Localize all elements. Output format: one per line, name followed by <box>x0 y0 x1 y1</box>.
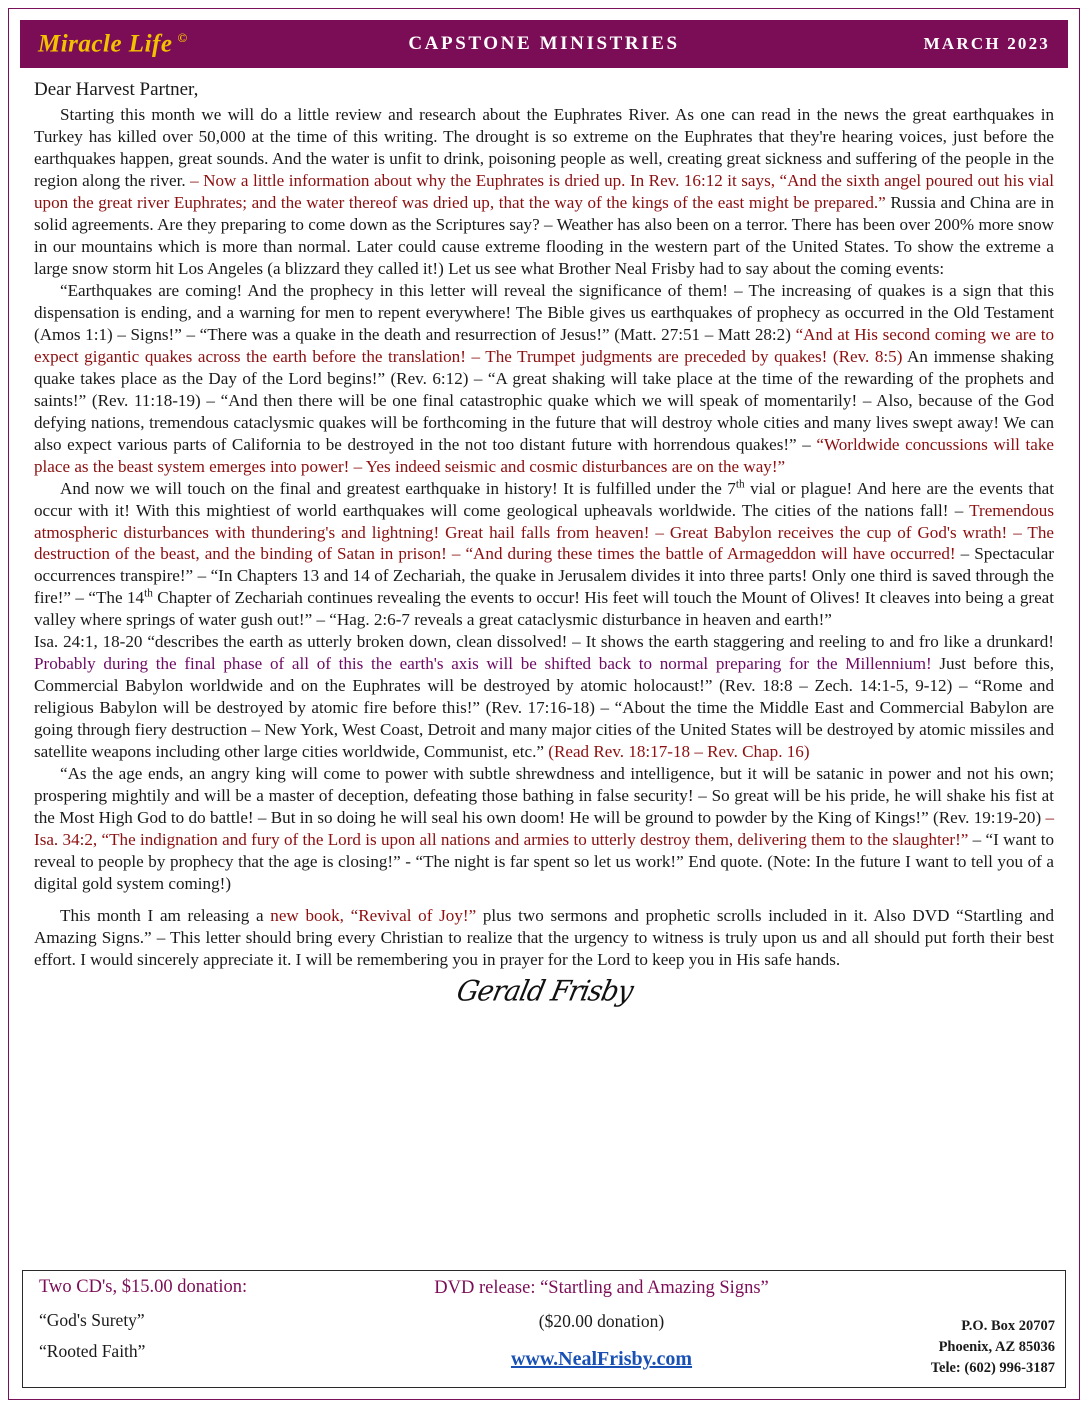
masthead-date: MARCH 2023 <box>923 34 1050 53</box>
footer-cd-section <box>33 1277 363 1381</box>
address-line-1: P.O. Box 20707 <box>961 1317 1055 1334</box>
p6-text-a: This month I am releasing a <box>60 905 271 925</box>
p2-highlight-1: “And at His second coming we are to expect gigantic quakes across the earth before the translation! – The Trumpet judgments are preceded by quakes! (Rev. 8:5) <box>34 324 1054 366</box>
p2-text-b: An immense shaking quake takes place as the Day of the Lord begins!” (Rev. 6:12) – “A great shaking will take place at the time of the rewarding of the prophets and saints!” (Rev. 11:18-19) – “And then there will be one final catastrophic quake which we will speak of momentarily! – Also, because of the God defying nations, tremendous cataclysmic quakes will be forthcoming in the future that will destroy whole cities and many lives swept away! We can also expect various parts of California to be destroyed in the not too distant future with horrendous quakes!” – <box>34 346 1054 454</box>
signature: Gerald Frisby <box>453 974 636 1008</box>
website-link[interactable]: www.NealFrisby.com <box>510 1348 693 1370</box>
cd-item-1: “God's Surety” <box>39 1310 145 1330</box>
p2-text-a: “Earthquakes are coming! And the prophecy in this letter will reveal the significance of them! – The increasing of quakes is a sign that this dispensation is ending, and a warning for men to repent everywhere! The Bible gives us earthquakes of prophecy as occurred in the Old Testament (Amos 1:1) – Signs!” – “There was a quake in the death and resurrection of Jesus!” (Matt. 27:51 – Matt 28:2) <box>34 281 1054 344</box>
p2-highlight-2: “Worldwide concussions will take place as the beast system emerges into power! – Yes indeed seismic and cosmic disturbances are on the way!” <box>34 434 1054 476</box>
paragraph-4 <box>34 631 1054 763</box>
p4-text-b: Just before this, Commercial Babylon worldwide and on the Euphrates will be destroyed by atomic holocaust!” (Rev. 18:8 – Zech. 14:1-5, 9-12) – “Rome and religious Babylon will be destroyed by atomic fire before this!” (Rev. 17:16-18) – “About the time the Middle East and Commercial Babylon are going through fiery destruction – New York, West Coast, Detroit and many major cities of the United States will be destroyed by atomic missiles and satellite weapons including other large cities worldwide, Communist, etc.” <box>34 654 1055 762</box>
p1-text-a: Starting this month we will do a little review and research about the Euphrates River. As one can read in the news the great earthquakes in Turkey has killed over 50,000 at the time of this writing. The drought is so extreme on the Euphrates that they're hearing voices, just before the earthquakes happen, great sounds. And the water is unfit to drink, poisoning people as well, creating great sickness and suffering of the people in the region along the river. <box>34 105 1054 191</box>
p1-highlight-1: – Now a little information about why the Euphrates is dried up. In Rev. 16:12 it says, “And the sixth angel poured out his vial upon the great river Euphrates; and the water thereof was dried up, that the way of the kings of the east might be prepared.” <box>34 171 1054 213</box>
p3-text-d: Chapter of Zechariah continues revealing the events to occur! His feet will touch the Mount of Olives! It cleaves into being a great valley where springs of water gush out!” – “Hag. 2:6-7 reveals a great cataclysmic disturbance in heaven and earth!” <box>34 588 1055 630</box>
signature-area <box>34 975 1054 1019</box>
cd-item-2: “Rooted Faith” <box>39 1341 146 1361</box>
cd-heading: Two CD's, $15.00 donation: <box>39 1277 248 1297</box>
p1-text-b: Russia and China are in solid agreements. Are they preparing to come down as the Scriptures say? – Weather has also been on a terror. There has been over 200% more snow in our mountains which is more than normal. Later could cause extreme flooding in the western part of the United States. To show the extreme a large snow storm hit Los Angeles (a blizzard they called it!) Let us see what Brother Neal Frisby had to say about the coming events: <box>34 193 1054 279</box>
paragraph-5 <box>34 763 1054 895</box>
p3-superscript-1: th <box>735 477 745 490</box>
dvd-donation: ($20.00 donation) <box>538 1311 665 1331</box>
p4-highlight-2: (Read Rev. 18:17-18 – Rev. Chap. 16) <box>548 742 810 762</box>
paragraph-6 <box>34 905 1054 971</box>
p3-text-a: And now we will touch on the final and greatest earthquake in history! It is fulfilled under the 7 <box>60 478 736 498</box>
p5-highlight-1: – Isa. 34:2, “The indignation and fury of the Lord is upon all nations and armies to utterly destroy them, delivering them to the slaughter!” <box>34 807 1054 849</box>
address-line-3: Tele: (602) 996-3187 <box>930 1359 1055 1376</box>
brand-logo <box>38 30 188 58</box>
p4-text-a: Isa. 24:1, 18-20 “describes the earth as utterly broken down, clean dissolved! – It shows the earth staggering and reeling to and fro like a drunkard! <box>34 632 1054 652</box>
p5-text-a: “As the age ends, an angry king will come to power with subtle shrewdness and intelligence, but it will be satanic in power and not his own; prospering mightily and will be a master of deception, defeating those bathing in false security! – So great will be his pride, he will shake his fist at the Most High God to do battle! – But in so doing he will seal his own doom! He will be ground to powder by the King of Kings!” (Rev. 19:19-20) <box>34 764 1054 827</box>
p3-text-b: vial or plague! And here are the events that occur with it! With this mightiest of world earthquakes will come geological upheavals worldwide. The cities of the nations fall! – <box>34 478 1054 520</box>
p3-highlight-1: Tremendous atmospheric disturbances with thundering's and lightning! Great hail falls from heaven! – Great Babylon receives the cup of God's wrath! – The destruction of the beast, and the binding of Satan in prison! – “And during these times the battle of Armageddon will have occurred! <box>34 500 1054 564</box>
p6-text-b: plus two sermons and prophetic scrolls included in it. Also DVD “Startling and Amazing Signs.” – This letter should bring every Christian to realize that the urgency to witness is truly upon us and all should put forth their best effort. I would sincerely appreciate it. I will be remembering you in prayer for the Lord to keep you in His safe hands. <box>34 905 1055 969</box>
paragraph-1 <box>34 104 1054 280</box>
brand-name: Miracle Life <box>38 30 173 58</box>
footer-address <box>840 1316 1055 1381</box>
copyright-symbol: © <box>177 29 188 45</box>
footer-dvd-section <box>363 1277 840 1381</box>
p3-superscript-2: th <box>144 587 153 600</box>
masthead <box>20 20 1068 68</box>
salutation: Dear Harvest Partner, <box>34 79 199 100</box>
masthead-title: CAPSTONE MINISTRIES <box>408 33 680 54</box>
letter-body <box>14 68 1074 1019</box>
p6-highlight-1: new book, “Revival of Joy!” <box>270 905 477 925</box>
paragraph-3 <box>34 478 1054 632</box>
p5-text-b: – “I want to reveal to people by prophecy that the age is closing!” - “The night is far spent so let us work!” End quote. (Note: In the future I want to tell you of a digital gold system coming!) <box>34 829 1054 893</box>
paragraph-2 <box>34 280 1054 478</box>
p4-highlight-1: Probably during the final phase of all of this the earth's axis will be shifted back to normal preparing for the Millennium! <box>34 654 932 674</box>
footer-box <box>22 1270 1066 1388</box>
p3-text-c: – Spectacular occurrences transpire!” – “In Chapters 13 and 14 of Zechariah, the quake in Jerusalem divides it into three parts! Only one third is saved through the fire!” – “The 14 <box>34 544 1055 608</box>
address-line-2: Phoenix, AZ 85036 <box>938 1338 1055 1355</box>
dvd-heading: DVD release: “Startling and Amazing Signs” <box>434 1278 769 1298</box>
